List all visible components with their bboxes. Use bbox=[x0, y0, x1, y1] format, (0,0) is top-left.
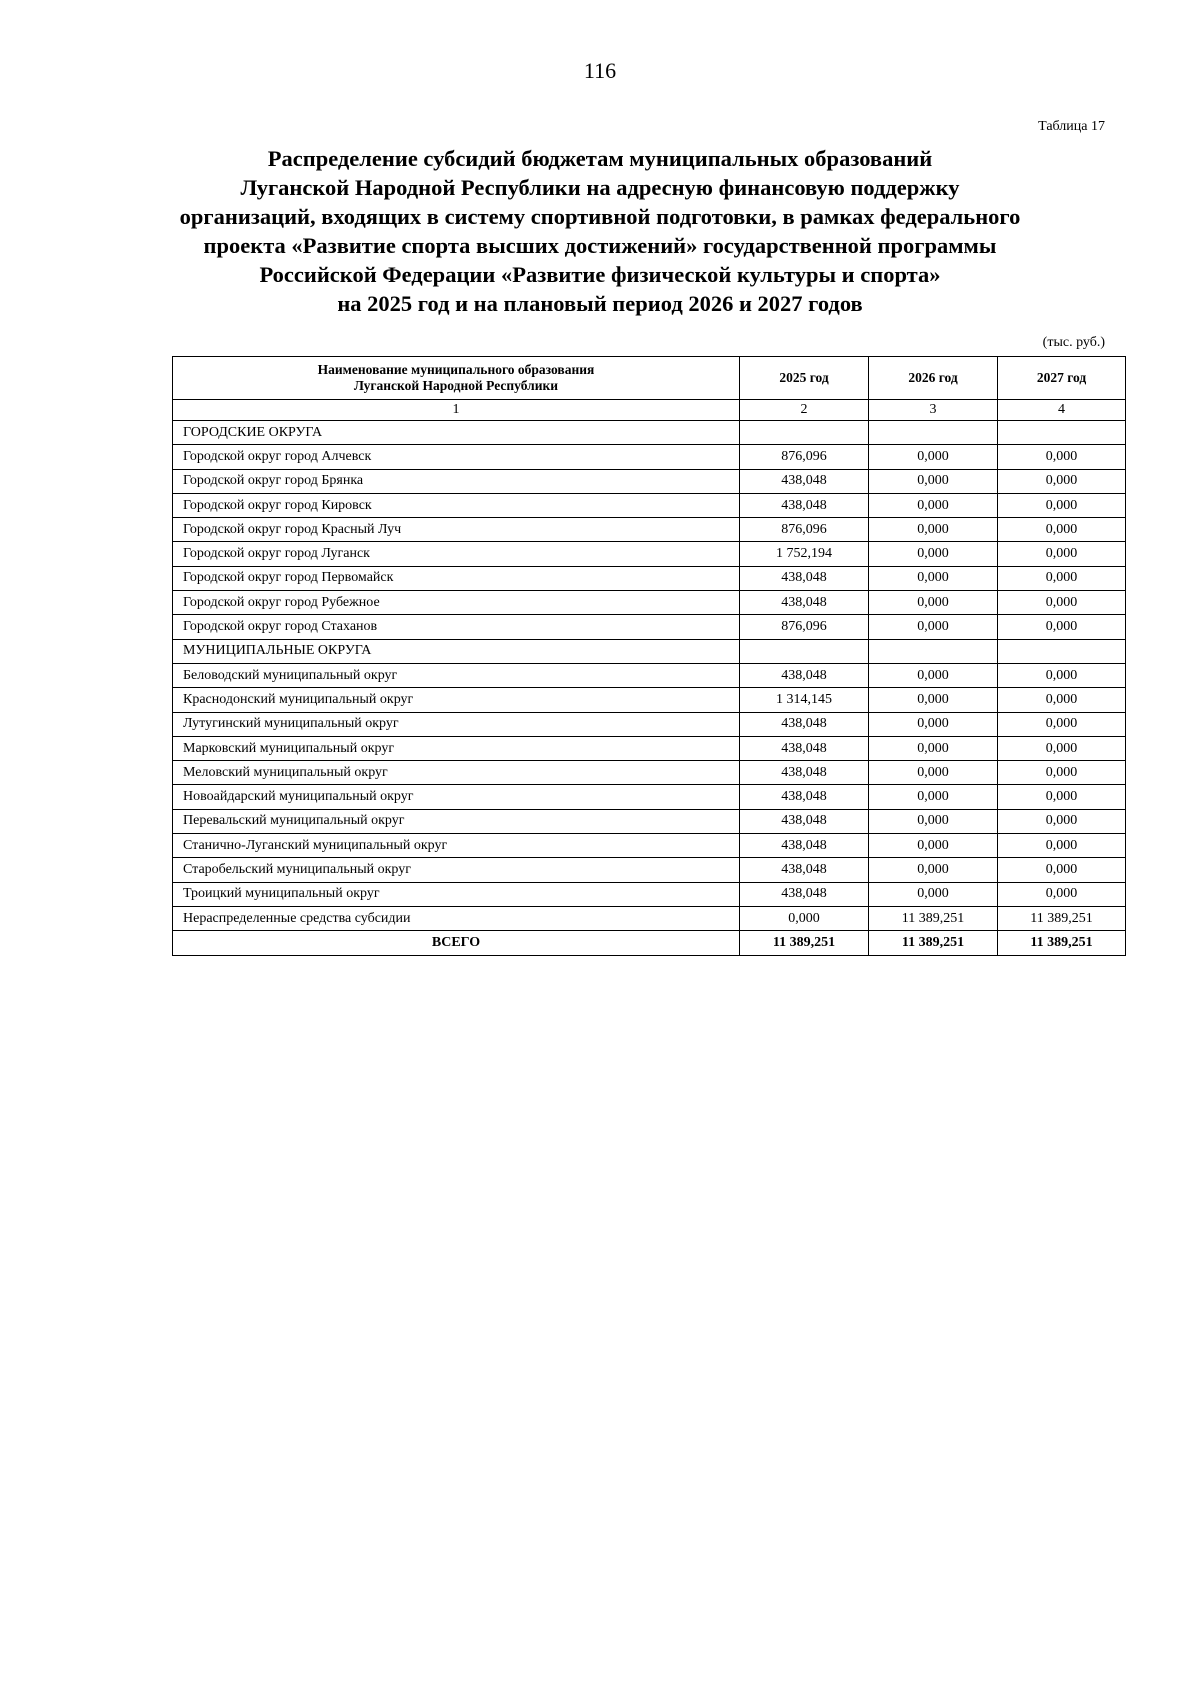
row-name-cell: Новоайдарский муниципальный округ bbox=[173, 785, 740, 809]
table-row bbox=[173, 809, 1126, 833]
row-name-cell: ГОРОДСКИЕ ОКРУГА bbox=[173, 421, 740, 445]
row-value-2027 bbox=[998, 639, 1126, 663]
row-value-2025: 438,048 bbox=[740, 566, 869, 590]
table-row bbox=[173, 445, 1126, 469]
row-value-2027: 0,000 bbox=[998, 712, 1126, 736]
row-value-2027: 0,000 bbox=[998, 493, 1126, 517]
subsidy-table bbox=[172, 356, 1126, 956]
row-value-2027: 0,000 bbox=[998, 834, 1126, 858]
row-value-2026: 0,000 bbox=[869, 688, 998, 712]
row-value-2027: 0,000 bbox=[998, 469, 1126, 493]
row-value-2025: 438,048 bbox=[740, 882, 869, 906]
row-value-2025: 438,048 bbox=[740, 712, 869, 736]
row-value-2025: 438,048 bbox=[740, 591, 869, 615]
row-value-2026: 0,000 bbox=[869, 858, 998, 882]
total-2027: 11 389,251 bbox=[998, 931, 1126, 955]
row-value-2025: 438,048 bbox=[740, 761, 869, 785]
column-number: 4 bbox=[998, 400, 1126, 421]
row-value-2025: 438,048 bbox=[740, 785, 869, 809]
row-value-2026: 0,000 bbox=[869, 712, 998, 736]
row-value-2025: 438,048 bbox=[740, 469, 869, 493]
title-line: организаций, входящих в систему спортивной подготовки, в рамках федерального bbox=[179, 204, 1021, 229]
row-value-2025: 438,048 bbox=[740, 858, 869, 882]
row-value-2025: 876,096 bbox=[740, 445, 869, 469]
row-value-2027: 0,000 bbox=[998, 858, 1126, 882]
row-value-2025: 438,048 bbox=[740, 809, 869, 833]
row-name-cell: Городской округ город Рубежное bbox=[173, 591, 740, 615]
row-name-cell: Городской округ город Кировск bbox=[173, 493, 740, 517]
row-value-2026: 0,000 bbox=[869, 785, 998, 809]
row-name-cell: Марковский муниципальный округ bbox=[173, 736, 740, 760]
row-name-cell: Беловодский муниципальный округ bbox=[173, 663, 740, 687]
row-value-2026 bbox=[869, 421, 998, 445]
table-row bbox=[173, 493, 1126, 517]
row-value-2026: 0,000 bbox=[869, 736, 998, 760]
row-value-2025 bbox=[740, 421, 869, 445]
row-value-2026 bbox=[869, 639, 998, 663]
row-value-2026: 0,000 bbox=[869, 663, 998, 687]
row-value-2027: 0,000 bbox=[998, 518, 1126, 542]
row-name-cell: Городской округ город Луганск bbox=[173, 542, 740, 566]
table-row bbox=[173, 591, 1126, 615]
column-number: 2 bbox=[740, 400, 869, 421]
table-row bbox=[173, 469, 1126, 493]
title-line: проекта «Развитие спорта высших достижений» государственной программы bbox=[203, 233, 997, 258]
row-name-cell: Лутугинский муниципальный округ bbox=[173, 712, 740, 736]
row-value-2027: 0,000 bbox=[998, 809, 1126, 833]
row-value-2025: 438,048 bbox=[740, 736, 869, 760]
title-line: на 2025 год и на плановый период 2026 и 2027 годов bbox=[337, 291, 863, 316]
title-line: Распределение субсидий бюджетам муниципальных образований bbox=[267, 146, 933, 171]
table-row bbox=[173, 421, 1126, 445]
row-value-2026: 0,000 bbox=[869, 882, 998, 906]
row-value-2027: 0,000 bbox=[998, 761, 1126, 785]
row-name-cell: Меловский муниципальный округ bbox=[173, 761, 740, 785]
row-name-cell: Старобельский муниципальный округ bbox=[173, 858, 740, 882]
page-number: 116 bbox=[583, 58, 617, 83]
table-row bbox=[173, 785, 1126, 809]
table-row bbox=[173, 882, 1126, 906]
row-value-2026: 0,000 bbox=[869, 469, 998, 493]
table-row bbox=[173, 639, 1126, 663]
row-value-2027: 0,000 bbox=[998, 615, 1126, 639]
row-value-2027: 0,000 bbox=[998, 688, 1126, 712]
row-value-2026: 0,000 bbox=[869, 566, 998, 590]
row-value-2025: 438,048 bbox=[740, 834, 869, 858]
row-value-2026: 0,000 bbox=[869, 591, 998, 615]
table-row bbox=[173, 906, 1126, 930]
table-row bbox=[173, 761, 1126, 785]
row-name-cell: Станично-Луганский муниципальный округ bbox=[173, 834, 740, 858]
row-name-cell: Перевальский муниципальный округ bbox=[173, 809, 740, 833]
column-number-row bbox=[173, 400, 1126, 421]
table-row bbox=[173, 518, 1126, 542]
row-value-2025 bbox=[740, 639, 869, 663]
row-name-cell: Нераспределенные средства субсидии bbox=[173, 906, 740, 930]
column-number: 3 bbox=[869, 400, 998, 421]
column-header-2026: 2026 год bbox=[869, 357, 998, 400]
row-value-2026: 0,000 bbox=[869, 518, 998, 542]
row-value-2027: 0,000 bbox=[998, 566, 1126, 590]
row-value-2027: 0,000 bbox=[998, 882, 1126, 906]
column-number: 1 bbox=[173, 400, 740, 421]
table-row bbox=[173, 858, 1126, 882]
column-header-2025: 2025 год bbox=[740, 357, 869, 400]
row-value-2027: 0,000 bbox=[998, 542, 1126, 566]
column-header-2027: 2027 год bbox=[998, 357, 1126, 400]
row-name-cell: МУНИЦИПАЛЬНЫЕ ОКРУГА bbox=[173, 639, 740, 663]
row-value-2026: 11 389,251 bbox=[869, 906, 998, 930]
table-row bbox=[173, 542, 1126, 566]
row-name-cell: Городской округ город Первомайск bbox=[173, 566, 740, 590]
row-value-2026: 0,000 bbox=[869, 761, 998, 785]
row-value-2026: 0,000 bbox=[869, 615, 998, 639]
column-header-name-line: Наименование муниципального образования bbox=[317, 362, 595, 377]
row-value-2027: 0,000 bbox=[998, 663, 1126, 687]
row-value-2026: 0,000 bbox=[869, 445, 998, 469]
title-line: Луганской Народной Республики на адресную финансовую поддержку bbox=[240, 175, 960, 200]
row-value-2026: 0,000 bbox=[869, 809, 998, 833]
table-label: Таблица 17 bbox=[1038, 119, 1105, 134]
table-row bbox=[173, 688, 1126, 712]
row-value-2025: 1 314,145 bbox=[740, 688, 869, 712]
row-name-cell: Городской округ город Красный Луч bbox=[173, 518, 740, 542]
total-2026: 11 389,251 bbox=[869, 931, 998, 955]
column-header-name bbox=[173, 357, 740, 400]
row-value-2027: 0,000 bbox=[998, 785, 1126, 809]
row-value-2025: 876,096 bbox=[740, 615, 869, 639]
row-value-2025: 876,096 bbox=[740, 518, 869, 542]
row-value-2025: 438,048 bbox=[740, 663, 869, 687]
row-value-2025: 1 752,194 bbox=[740, 542, 869, 566]
row-value-2027: 0,000 bbox=[998, 591, 1126, 615]
row-value-2027: 0,000 bbox=[998, 736, 1126, 760]
row-value-2027: 0,000 bbox=[998, 445, 1126, 469]
row-name-cell: Городской округ город Брянка bbox=[173, 469, 740, 493]
title-line: Российской Федерации «Развитие физической культуры и спорта» bbox=[259, 262, 941, 287]
table-row bbox=[173, 712, 1126, 736]
row-value-2026: 0,000 bbox=[869, 493, 998, 517]
total-label: ВСЕГО bbox=[173, 931, 740, 955]
column-header-name-line: Луганской Народной Республики bbox=[353, 378, 559, 393]
row-name-cell: Троицкий муниципальный округ bbox=[173, 882, 740, 906]
table-row bbox=[173, 663, 1126, 687]
table-row bbox=[173, 615, 1126, 639]
row-value-2025: 0,000 bbox=[740, 906, 869, 930]
units-label: (тыс. руб.) bbox=[1042, 335, 1105, 350]
table-body bbox=[173, 421, 1126, 931]
row-value-2027 bbox=[998, 421, 1126, 445]
row-value-2026: 0,000 bbox=[869, 834, 998, 858]
table-row bbox=[173, 566, 1126, 590]
row-name-cell: Городской округ город Алчевск bbox=[173, 445, 740, 469]
table-row bbox=[173, 834, 1126, 858]
row-value-2025: 438,048 bbox=[740, 493, 869, 517]
row-name-cell: Городской округ город Стаханов bbox=[173, 615, 740, 639]
document-title bbox=[150, 144, 1050, 318]
total-2025: 11 389,251 bbox=[740, 931, 869, 955]
total-row bbox=[173, 931, 1126, 955]
row-name-cell: Краснодонский муниципальный округ bbox=[173, 688, 740, 712]
table-header-row bbox=[173, 357, 1126, 400]
row-value-2026: 0,000 bbox=[869, 542, 998, 566]
table-row bbox=[173, 736, 1126, 760]
row-value-2027: 11 389,251 bbox=[998, 906, 1126, 930]
